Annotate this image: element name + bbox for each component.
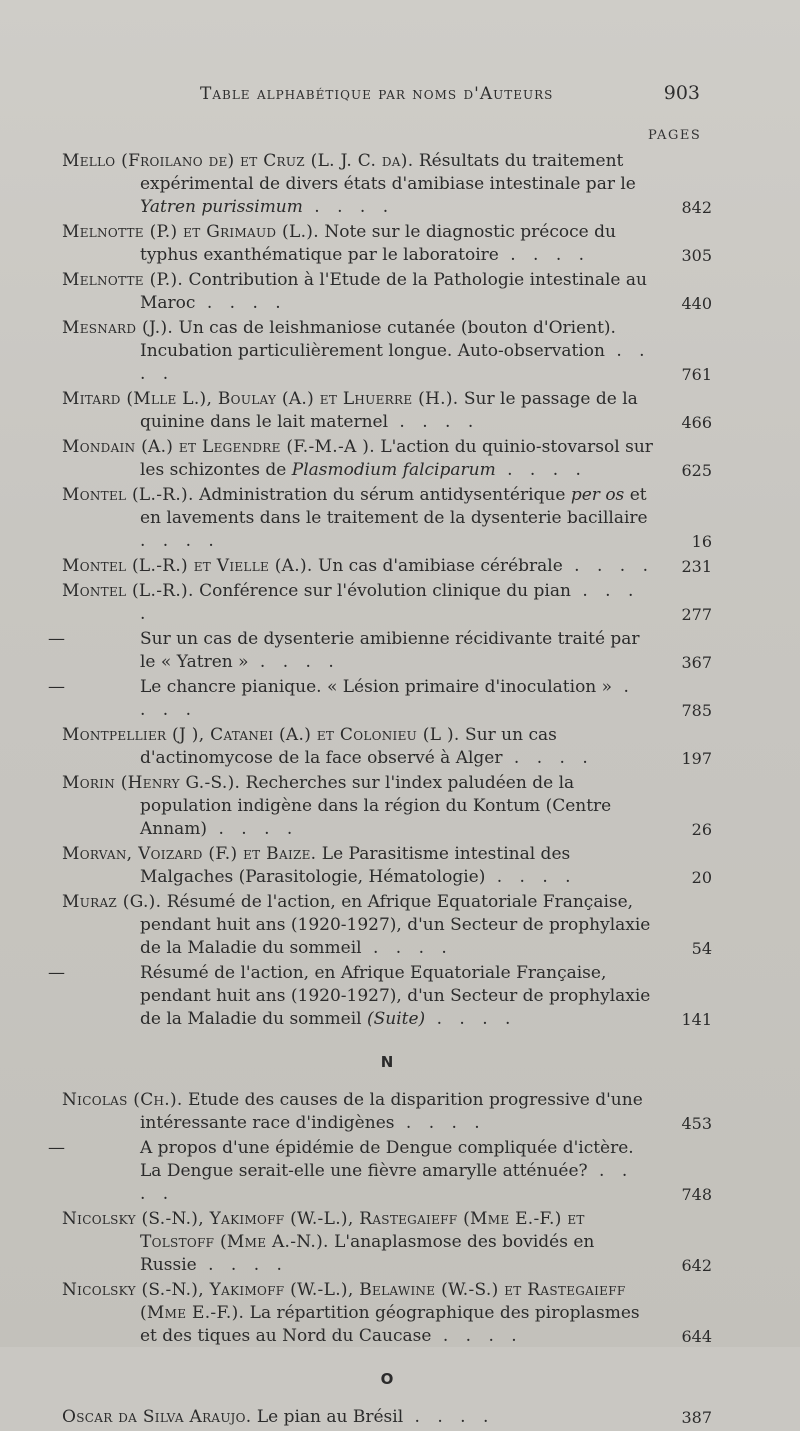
leader-dots: . . . . — [140, 581, 640, 624]
leader-dots: . . . . — [403, 1407, 495, 1427]
entry-page-number: 748 — [681, 1185, 712, 1204]
entry-authors: Oscar da Silva Araujo. — [62, 1407, 252, 1427]
entry-authors: Morin (Henry G.-S.). — [62, 773, 241, 793]
leader-dots: . . . . — [388, 412, 480, 432]
entry-page-number: 231 — [681, 557, 712, 576]
entry-title: Sur un cas d'actinomycose de la face observé à Alger — [140, 725, 557, 768]
index-entry — [62, 269, 712, 315]
header-title: Table alphabétique par noms d'Auteurs — [200, 84, 554, 104]
entry-page-number: 440 — [681, 294, 712, 313]
index-entry — [62, 436, 712, 482]
entry-title: Le Parasitisme intestinal des Malgaches (Parasitologie, Hématologie) — [140, 844, 571, 887]
leader-dots: . . . . — [140, 531, 220, 551]
index-list — [48, 150, 712, 1431]
section-heading-o: O — [380, 1370, 394, 1388]
leader-dots: . . . . — [140, 1161, 634, 1204]
index-entry — [62, 221, 712, 267]
ditto-dash: — — [48, 629, 65, 649]
entry-authors: Nicolas (Ch.). — [62, 1090, 183, 1110]
entry-page-number: 642 — [681, 1256, 712, 1275]
leader-dots: . . . . — [207, 819, 299, 839]
running-header — [200, 82, 700, 108]
entry-title: L'action du quinio-stovarsol sur les schizontes de — [140, 437, 653, 480]
entry-title: Résultats du traitement expérimental de divers états d'amibiase intestinale par le — [140, 151, 636, 194]
ditto-dash: — — [48, 963, 65, 983]
entry-title: Sur un cas de dysenterie amibienne récidivante traité par le « Yatren » — [140, 629, 640, 672]
entry-title-italic: Plasmodium falciparum — [291, 460, 496, 480]
leader-dots: . . . . — [248, 652, 340, 672]
leader-dots: . . . . — [302, 197, 395, 217]
entry-title: Le pian au Brésil — [256, 1407, 404, 1427]
entry-title: A propos d'une épidémie de Dengue compliquée d'ictère. La Dengue serait-elle une fièvre amarylle atténuée? — [140, 1138, 634, 1181]
entry-page-number: 761 — [681, 365, 712, 384]
leader-dots: . . . . — [195, 293, 287, 313]
entry-authors: Montel (L.-R.). — [62, 581, 194, 601]
leader-dots: . . . . — [495, 460, 587, 480]
entry-title: Un cas d'amibiase cérébrale — [318, 556, 563, 576]
entry-page-number: 842 — [681, 198, 712, 217]
entry-page-number: 453 — [681, 1114, 712, 1133]
index-entry — [48, 628, 712, 674]
entry-title-italic: per os — [570, 485, 625, 505]
entry-title: Le chancre pianique. « Lésion primaire d'inoculation » — [140, 677, 613, 697]
index-entry — [62, 150, 712, 219]
entry-authors: Morvan, Voizard (F.) et Baize. — [62, 844, 317, 864]
entry-authors: Muraz (G.). — [62, 892, 162, 912]
entry-title: Recherches sur l'index paludéen de la population indigène dans la région du Kontum (Centre Annam) — [140, 773, 612, 839]
entry-authors: Nicolsky (S.-N.), Yakimoff (W.-L.), Belawine (W.-S.) et Rastegaieff (Mme E.-F.). — [62, 1280, 626, 1323]
entry-page-number: 16 — [691, 532, 712, 551]
entry-title: Contribution à l'Etude de la Pathologie intestinale au Maroc — [140, 270, 647, 313]
leader-dots: . . . . — [394, 1113, 486, 1133]
entry-page-number: 466 — [681, 413, 712, 432]
entry-title: Etude des causes de la disparition progressive d'une intéressante race d'indigènes — [140, 1090, 643, 1133]
leader-dots: . . . . — [425, 1009, 517, 1029]
entry-page-number: 644 — [681, 1327, 712, 1346]
index-entry — [48, 676, 712, 722]
entry-title: Un cas de leishmaniose cutanée (bouton d'Orient). Incubation particulièrement longue. Auto-observation — [140, 318, 616, 361]
entry-authors: Montel (L.-R.) et Vielle (A.). — [62, 556, 313, 576]
entry-page-number: 197 — [681, 749, 712, 768]
section-heading-n: N — [380, 1053, 394, 1071]
entry-page-number: 367 — [681, 653, 712, 672]
index-entry — [48, 962, 712, 1031]
entry-title: Sur le passage de la quinine dans le lait maternel — [140, 389, 638, 432]
entry-title: Note sur le diagnostic précoce du typhus exanthématique par le laboratoire — [140, 222, 616, 265]
ditto-dash: — — [48, 677, 65, 697]
entry-page-number: 141 — [681, 1010, 712, 1029]
leader-dots: . . . . — [361, 938, 453, 958]
leader-dots: . . . . — [502, 748, 594, 768]
leader-dots: . . . . — [562, 556, 654, 576]
entry-page-number: 305 — [681, 246, 712, 265]
leader-dots: . . . . — [431, 1326, 523, 1346]
entry-page-number: 387 — [681, 1408, 712, 1427]
entry-title: Résumé de l'action, en Afrique Equatoriale Française, pendant huit ans (1920-1927), d'un Secteur de prophylaxie de la Maladie du sommeil — [140, 963, 651, 1029]
entry-title-italic: (Suite) — [367, 1009, 426, 1029]
entry-authors: Nicolsky (S.-N.), Yakimoff (W.-L.), Rastegaieff (Mme E.-F.) et Tolstoff (Mme A.-N.). — [62, 1209, 585, 1252]
entry-authors: Montel (L.-R.). — [62, 485, 194, 505]
entry-authors: Montpellier (J ), Catanei (A.) et Colonieu (L ). — [62, 725, 460, 745]
entry-authors: Mesnard (J.). — [62, 318, 174, 338]
index-entry — [62, 388, 712, 434]
index-entry — [62, 580, 712, 626]
index-entry — [62, 1208, 712, 1277]
index-entry — [62, 724, 712, 770]
entry-authors: Mondain (A.) et Legendre (F.-M.-A ). — [62, 437, 375, 457]
leader-dots: . . . . — [140, 677, 635, 720]
entry-page-number: 625 — [681, 461, 712, 480]
leader-dots: . . . . — [485, 867, 577, 887]
entry-title: Administration du sérum antidysentérique — [199, 485, 566, 505]
index-entry — [62, 843, 712, 889]
entry-title: L'anaplasmose des bovidés en Russie — [140, 1232, 595, 1275]
leader-dots: . . . . — [140, 341, 651, 384]
entry-authors: Mitard (Mlle L.), Boulay (A.) et Lhuerre (H.). — [62, 389, 459, 409]
index-entry — [62, 1406, 712, 1429]
index-entry — [48, 1137, 712, 1206]
entry-authors: Mello (Froilano de) et Cruz (L. J. C. da). — [62, 151, 414, 171]
entry-title: Résumé de l'action, en Afrique Equatoriale Française, pendant huit ans (1920-1927), d'un Secteur de prophylaxie de la Maladie du sommeil — [140, 892, 651, 958]
entry-page-number: 20 — [691, 868, 712, 887]
page-number: 903 — [663, 82, 700, 104]
pages-column-label: PAGES — [648, 128, 702, 143]
entry-page-number: 54 — [691, 939, 712, 958]
index-entry — [62, 1279, 712, 1348]
entry-page-number: 785 — [681, 701, 712, 720]
index-entry — [62, 1089, 712, 1135]
leader-dots: . . . . — [196, 1255, 288, 1275]
entry-title-continued: et en lavements dans le traitement de la dysenterie bacillaire — [140, 485, 648, 528]
entry-title: Conférence sur l'évolution clinique du pian — [199, 581, 571, 601]
leader-dots: . . . . — [498, 245, 591, 265]
index-entry — [62, 772, 712, 841]
entry-authors: Melnotte (P.). — [62, 270, 184, 290]
index-entry — [62, 317, 712, 386]
entry-authors: Melnotte (P.) et Grimaud (L.). — [62, 222, 319, 242]
index-entry — [62, 891, 712, 960]
entry-title-italic: Yatren purissimum — [140, 197, 303, 217]
index-entry — [62, 484, 712, 553]
entry-title: La répartition géographique des piroplasmes et des tiques au Nord du Caucase — [140, 1303, 640, 1346]
index-entry — [62, 555, 712, 578]
entry-page-number: 26 — [691, 820, 712, 839]
ditto-dash: — — [48, 1138, 65, 1158]
entry-page-number: 277 — [681, 605, 712, 624]
